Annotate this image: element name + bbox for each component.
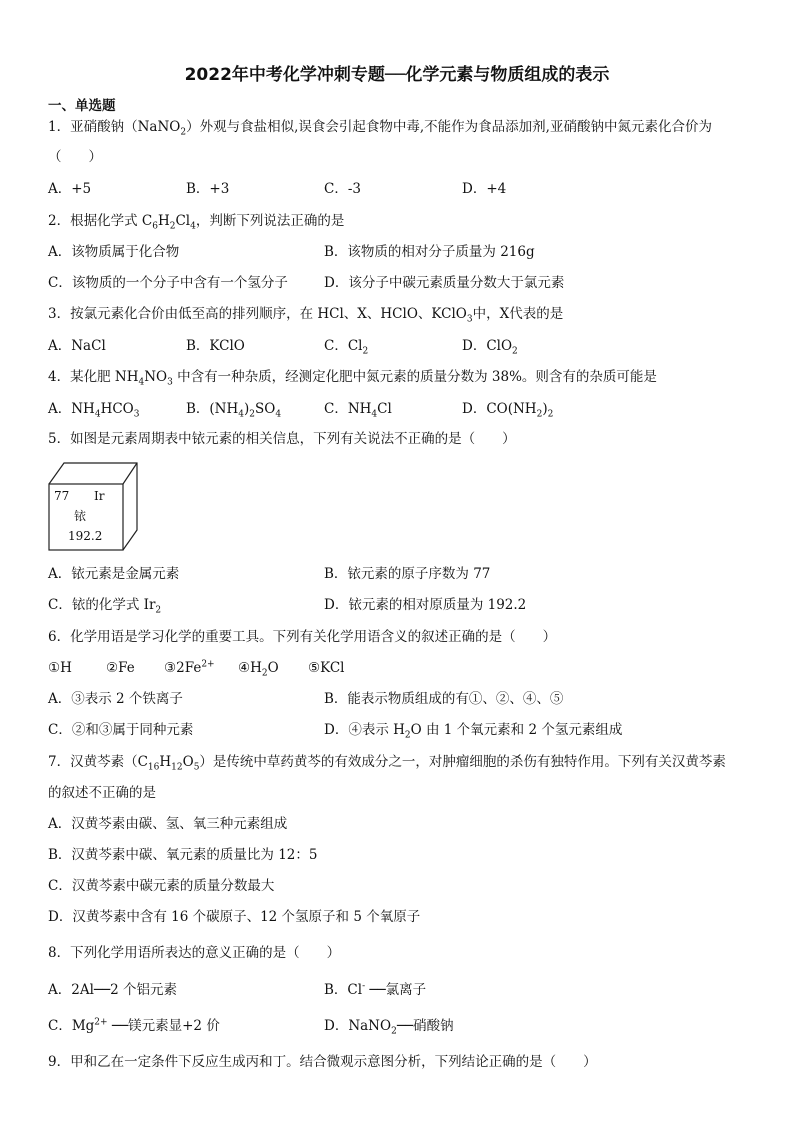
question-8-option-a: A．2Al──2 个铝元素 [48, 982, 178, 998]
question-7-stem-cont: 的叙述不正确的是 [48, 785, 156, 801]
question-6-item-3: $③2Fe^{2+}$ [164, 659, 215, 676]
question-5-stem: 5．如图是元素周期表中铱元素的相关信息，下列有关说法不正确的是（ ） [48, 431, 516, 447]
question-3-option-c: C．$Cl_2$ [324, 338, 369, 357]
atomic-mass: 192.2 [68, 529, 103, 543]
question-3-stem: 3．按氯元素化合价由低至高的排列顺序，在 HCl、X、HClO、KClO$_3$中，X代表的是 [48, 306, 564, 325]
question-1-option-c: C．-3 [324, 181, 361, 197]
question-4-option-b: B．$(NH_4)_2SO_4$ [186, 401, 282, 420]
question-3-option-b: B．KClO [186, 338, 245, 354]
question-4-option-a: A．$NH_4HCO_3$ [48, 401, 140, 420]
question-2-option-a: A．该物质属于化合物 [48, 244, 180, 260]
question-7-option-b: B．汉黄芩素中碳、氧元素的质量比为 12：5 [48, 847, 318, 863]
question-7-option-d: D．汉黄芩素中含有 16 个碳原子、12 个氢原子和 5 个氧原子 [48, 909, 421, 925]
question-6-item-1: ①H [48, 660, 72, 676]
question-5-option-b: B．铱元素的原子序数为 77 [324, 566, 491, 582]
question-1-stem: 1．亚硝酸钠（NaNO$_2$）外观与食盐相似,误食会引起食物中毒,不能作为食品添加剂,亚硝酸钠中氮元素化合价为 [48, 119, 712, 138]
question-6-option-b: B．能表示物质组成的有①、②、④、⑤ [324, 691, 564, 707]
question-3-option-a: A．NaCl [48, 338, 106, 354]
question-1-paren: （ ） [48, 149, 102, 165]
atomic-number: 77 [54, 489, 70, 503]
question-9-stem: 9．甲和乙在一定条件下反应生成丙和丁。结合微观示意图分析，下列结论正确的是（ ） [48, 1054, 597, 1070]
question-5-option-c: C．铱的化学式 $Ir_2$ [48, 597, 162, 616]
question-3-option-d: D．ClO$_2$ [462, 338, 518, 357]
question-2-option-b: B．该物质的相对分子质量为 216g [324, 244, 535, 260]
question-8-option-c: C．$Mg^{2+}$ ──镁元素显+2 价 [48, 1017, 220, 1034]
element-symbol: Ir [94, 489, 105, 503]
question-6-option-c: C．②和③属于同种元素 [48, 722, 194, 738]
question-2-stem: 2．根据化学式 $C_6H_2Cl_4$，判断下列说法正确的是 [48, 213, 345, 232]
section-heading: 一、单选题 [48, 98, 116, 114]
question-6-stem: 6．化学用语是学习化学的重要工具。下列有关化学用语含义的叙述正确的是（ ） [48, 629, 557, 645]
question-6-item-2: ②Fe [106, 660, 135, 676]
question-1-option-d: D．+4 [462, 181, 507, 197]
element-cell-figure [48, 462, 140, 552]
question-7-option-c: C．汉黄芩素中碳元素的质量分数最大 [48, 878, 275, 894]
question-6-option-a: A．③表示 2 个铁离子 [48, 691, 183, 707]
question-7-option-a: A．汉黄芩素由碳、氢、氧三种元素组成 [48, 816, 288, 832]
page-title: 2022年中考化学冲刺专题──化学元素与物质组成的表示 [184, 65, 610, 85]
question-2-option-c: C．该物质的一个分子中含有一个氢分子 [48, 275, 288, 291]
question-8-option-d: D．NaNO$_2$──硝酸钠 [324, 1018, 454, 1037]
question-4-option-d: D．$CO(NH_2)_2$ [462, 401, 554, 420]
question-6-option-d: D．④表示 $H_2O$ 由 1 个氧元素和 2 个氢元素组成 [324, 722, 623, 741]
question-6-item-5: ⑤KCl [308, 660, 345, 676]
question-5-option-d: D．铱元素的相对原质量为 192.2 [324, 597, 527, 613]
question-2-option-d: D．该分子中碳元素质量分数大于氯元素 [324, 275, 565, 291]
question-6-item-4: $④H_2O$ [238, 660, 279, 679]
question-8-stem: 8．下列化学用语所表达的意义正确的是（ ） [48, 945, 341, 961]
question-4-option-c: C．$NH_4Cl$ [324, 401, 392, 420]
question-4-stem: 4．某化肥 $NH_4NO_3$ 中含有一种杂质，经测定化肥中氮元素的质量分数为 38%。则含有的杂质可能是 [48, 369, 657, 388]
question-5-option-a: A．铱元素是金属元素 [48, 566, 180, 582]
question-7-stem: 7．汉黄芩素$(C_{16}H_{12}O_5)$是传统中草药黄芩的有效成分之一，对肿瘤细胞的杀伤有独特作用。下列有关汉黄芩素 [48, 754, 726, 773]
question-1-option-b: B．+3 [186, 181, 230, 197]
question-8-option-b: B．Cl- ──氯离子 [324, 981, 427, 998]
element-name: 铱 [74, 509, 87, 523]
question-1-option-a: A．+5 [48, 181, 92, 197]
